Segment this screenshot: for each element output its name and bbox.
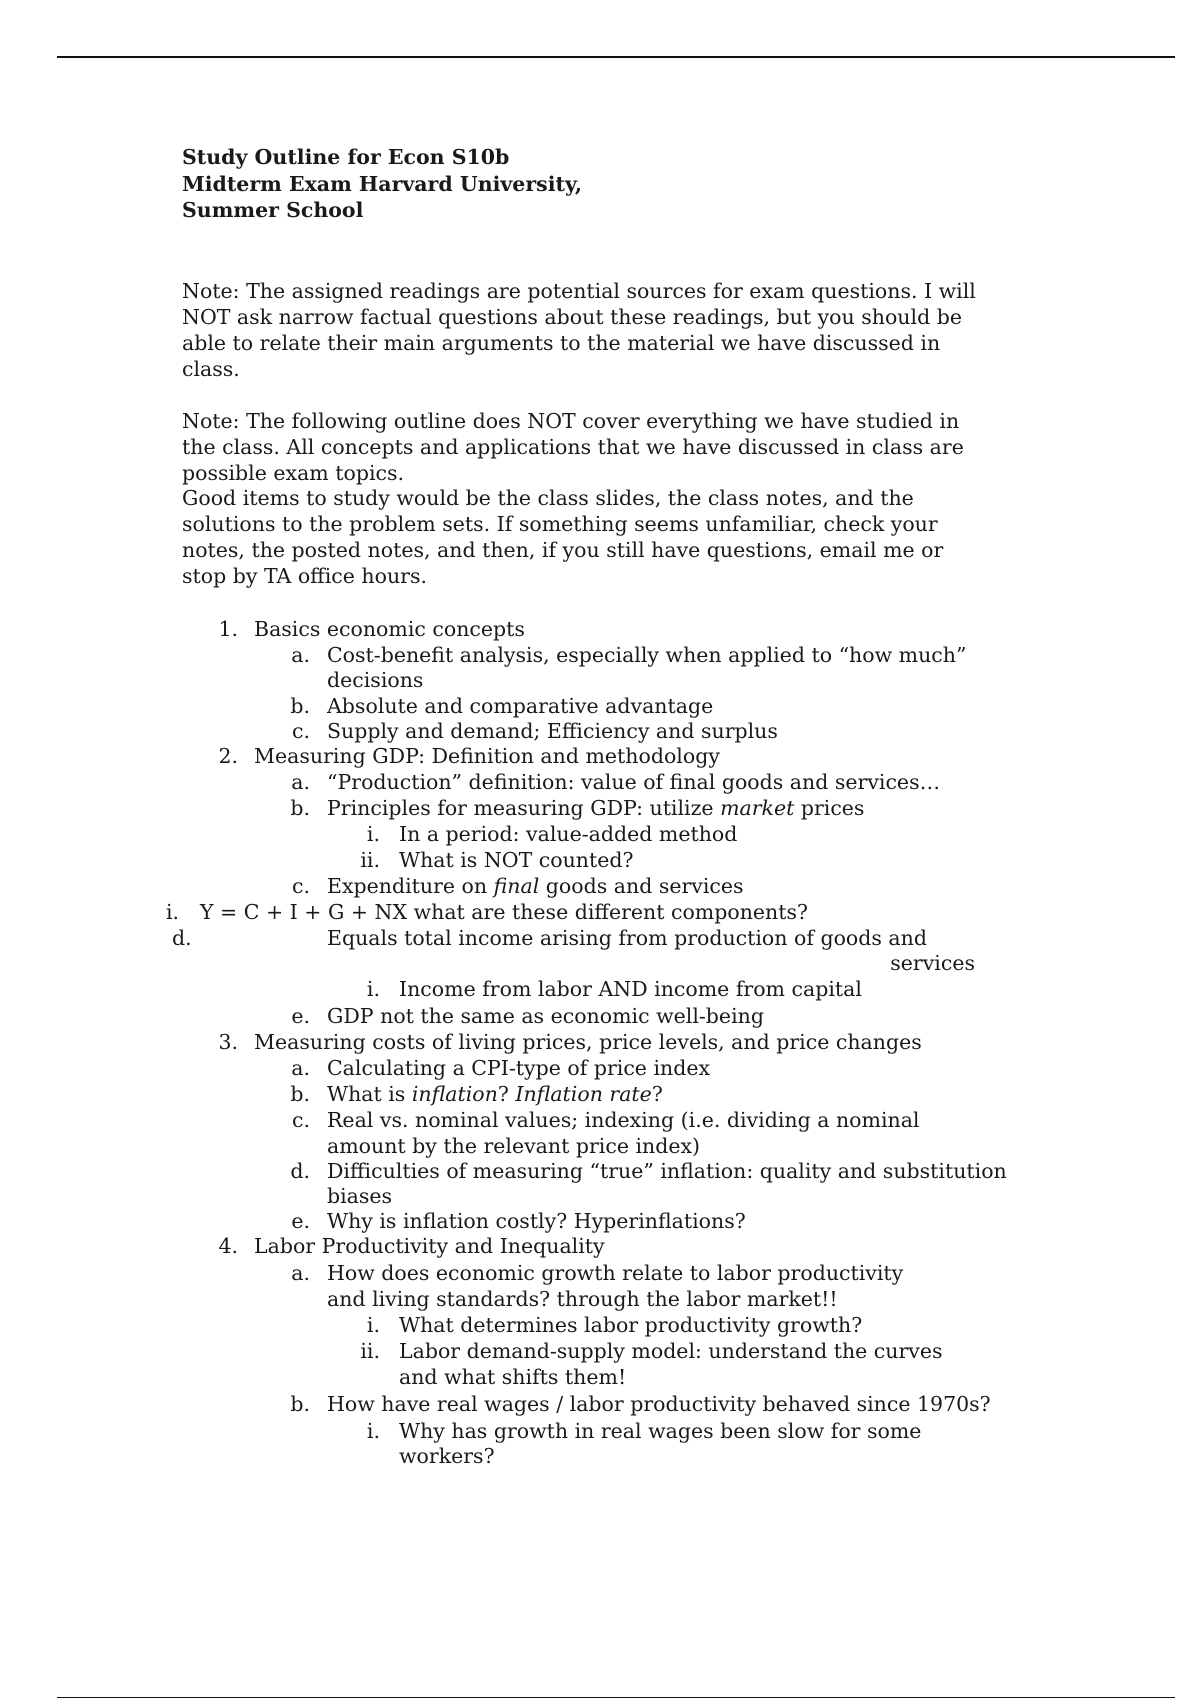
item-2c-i-number: i. — [166, 900, 180, 924]
item-1a-line-2: decisions — [327, 668, 424, 692]
item-3d-line-2: biases — [327, 1184, 393, 1208]
note1-line: NOT ask narrow factual questions about these readings, but you should be — [182, 305, 962, 329]
item-3c-line-1: Real vs. nominal values; indexing (i.e. dividing a nominal — [327, 1108, 920, 1132]
item-3b-text: What is inflation? Inflation rate? — [327, 1082, 663, 1106]
item-2b-text: Principles for measuring GDP: utilize market prices — [327, 796, 865, 820]
section-3-heading: Measuring costs of living prices, price levels, and price changes — [254, 1030, 922, 1054]
item-2d-line-1: Equals total income arising from production of goods and — [327, 926, 927, 950]
item-4b-i-line-2: workers? — [399, 1444, 495, 1468]
title-line-3: Summer School — [182, 198, 364, 222]
section-2-number: 2. — [218, 744, 238, 768]
title-line-2: Midterm Exam Harvard University, — [182, 172, 583, 196]
item-4a-ii-number: ii. — [360, 1339, 380, 1363]
note2-line: Good items to study would be the class slides, the class notes, and the — [182, 486, 914, 510]
note2-line: possible exam topics. — [182, 461, 405, 485]
section-1-heading: Basics economic concepts — [254, 617, 525, 641]
item-2b-i-text: In a period: value-added method — [399, 822, 738, 846]
item-2e-text: GDP not the same as economic well-being — [327, 1004, 764, 1028]
note2-line: Note: The following outline does NOT cover everything we have studied in — [182, 409, 960, 433]
section-4-heading: Labor Productivity and Inequality — [254, 1234, 605, 1258]
item-1b-text: Absolute and comparative advantage — [327, 694, 714, 718]
item-3e-number: e. — [291, 1209, 310, 1233]
item-4a-line-1: How does economic growth relate to labor productivity — [327, 1261, 904, 1285]
item-2c-i-text: Y = C + I + G + NX what are these different components? — [200, 900, 808, 924]
item-4a-i-number: i. — [366, 1313, 380, 1337]
item-2e-number: e. — [291, 1004, 310, 1028]
emphasis-inflation-rate: Inflation rate — [515, 1082, 652, 1106]
title-line-1: Study Outline for Econ S10b — [182, 145, 510, 169]
item-2c-text: Expenditure on final goods and services — [327, 874, 744, 898]
item-1b-number: b. — [290, 694, 310, 718]
item-3c-line-2: amount by the relevant price index) — [327, 1134, 701, 1158]
item-1c-text: Supply and demand; Efficiency and surplus — [327, 719, 778, 743]
item-3a-text: Calculating a CPI-type of price index — [327, 1056, 711, 1080]
item-2b-ii-number: ii. — [360, 848, 380, 872]
item-2b-number: b. — [290, 796, 310, 820]
section-2-heading: Measuring GDP: Definition and methodology — [254, 744, 720, 768]
emphasis-final: final — [493, 874, 540, 898]
item-2d-i-number: i. — [366, 977, 380, 1001]
note2-line: notes, the posted notes, and then, if you still have questions, email me or — [182, 538, 944, 562]
emphasis-inflation: inflation — [411, 1082, 498, 1106]
item-2b-ii-text: What is NOT counted? — [399, 848, 634, 872]
item-4b-i-line-1: Why has growth in real wages been slow for some — [399, 1419, 922, 1443]
item-4a-ii-line-1: Labor demand-supply model: understand the curves — [399, 1339, 943, 1363]
item-4b-text: How have real wages / labor productivity behaved since 1970s? — [327, 1392, 991, 1416]
note1-line: able to relate their main arguments to the material we have discussed in — [182, 331, 941, 355]
item-3d-number: d. — [290, 1159, 310, 1183]
note2-line: solutions to the problem sets. If something seems unfamiliar, check your — [182, 512, 938, 536]
item-3a-number: a. — [291, 1056, 310, 1080]
item-4b-i-number: i. — [366, 1419, 380, 1443]
item-4a-ii-line-2: and what shifts them! — [399, 1365, 627, 1389]
item-2c-number: c. — [292, 874, 310, 898]
item-3c-number: c. — [292, 1108, 310, 1132]
item-3e-text: Why is inflation costly? Hyperinflations? — [327, 1209, 746, 1233]
item-2a-number: a. — [291, 770, 310, 794]
note2-line: stop by TA office hours. — [182, 564, 428, 588]
item-2d-number: d. — [172, 926, 192, 950]
item-4b-number: b. — [290, 1392, 310, 1416]
item-2b-i-number: i. — [366, 822, 380, 846]
item-2d-i-text: Income from labor AND income from capital — [399, 977, 862, 1001]
note2-line: the class. All concepts and applications that we have discussed in class are — [182, 435, 964, 459]
emphasis-market: market — [720, 796, 795, 820]
item-1a-line-1: Cost-benefit analysis, especially when applied to “how much” — [327, 643, 967, 667]
item-4a-i-text: What determines labor productivity growth? — [399, 1313, 863, 1337]
item-1c-number: c. — [292, 719, 310, 743]
section-3-number: 3. — [218, 1030, 238, 1054]
top-rule — [57, 56, 1175, 58]
item-1a-number: a. — [291, 643, 310, 667]
note1-line: class. — [182, 357, 240, 381]
item-3d-line-1: Difficulties of measuring “true” inflation: quality and substitution — [327, 1159, 1007, 1183]
item-2a-text: “Production” definition: value of final goods and services… — [327, 770, 941, 794]
item-2d-line-2: services — [890, 951, 975, 975]
section-1-number: 1. — [218, 617, 238, 641]
item-4a-number: a. — [291, 1261, 310, 1285]
note1-line: Note: The assigned readings are potential sources for exam questions. I will — [182, 279, 976, 303]
item-4a-line-2: and living standards? through the labor market!! — [327, 1287, 838, 1311]
bottom-rule — [57, 1697, 1175, 1698]
section-4-number: 4. — [218, 1234, 238, 1258]
item-3b-number: b. — [290, 1082, 310, 1106]
